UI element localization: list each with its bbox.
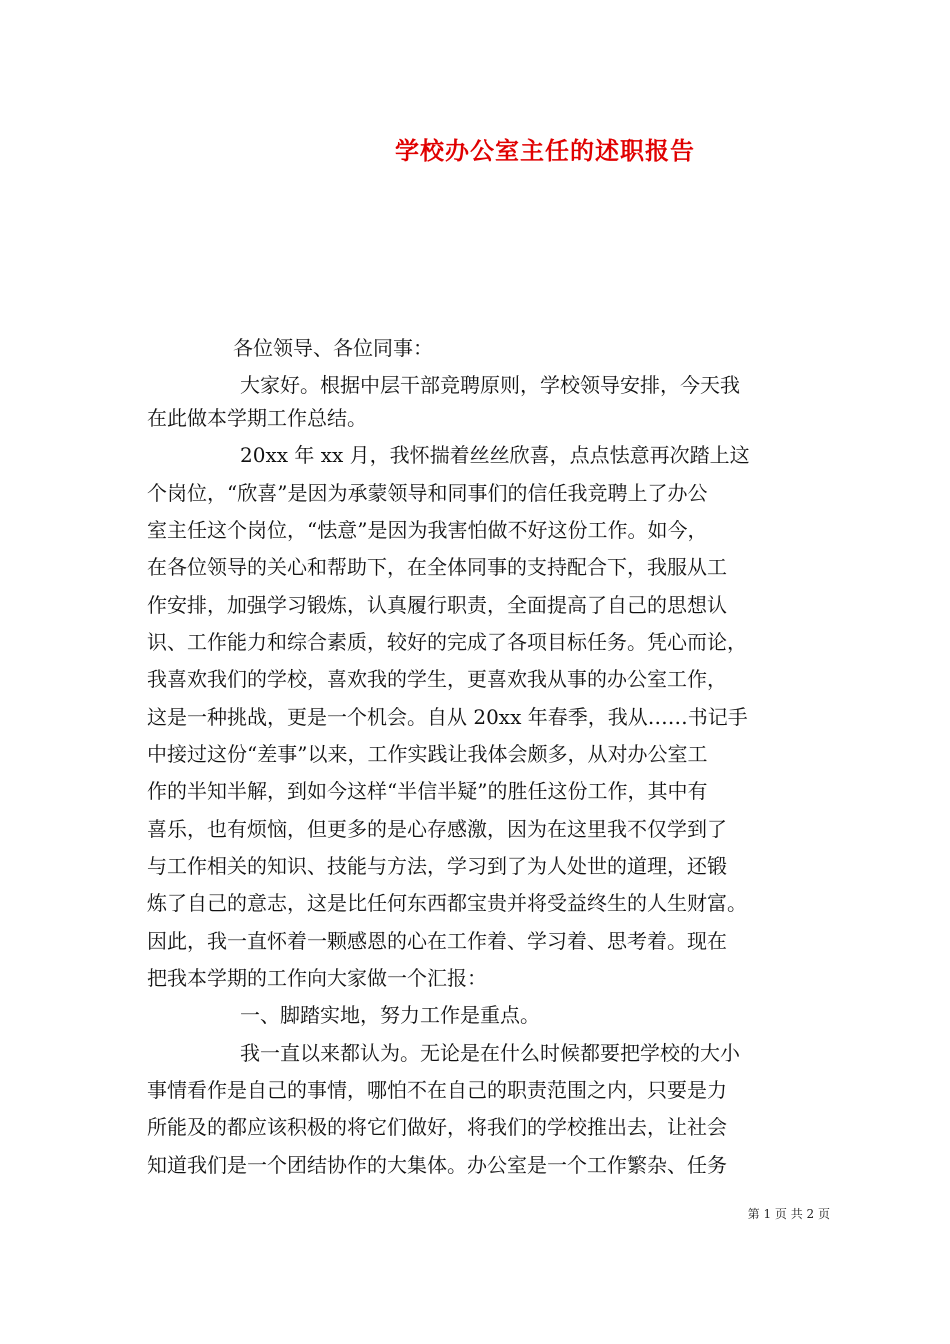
paragraph-line: 我一直以来都认为。无论是在什么时候都要把学校的大小 xyxy=(240,1041,740,1065)
paragraph-line: 我喜欢我们的学校，喜欢我的学生，更喜欢我从事的办公室工作， xyxy=(147,667,727,691)
section-heading: 一、脚踏实地，努力工作是重点。 xyxy=(240,1003,540,1027)
paragraph-line: 在此做本学期工作总结。 xyxy=(147,406,367,430)
paragraph-line: 20xx 年 xx 月，我怀揣着丝丝欣喜，点点怯意再次踏上这 xyxy=(240,443,750,467)
paragraph-line: 室主任这个岗位，“怯意”是因为我害怕做不好这份工作。如今， xyxy=(147,518,708,542)
paragraph-line: 喜乐，也有烦恼，但更多的是心存感激，因为在这里我不仅学到了 xyxy=(147,817,727,841)
paragraph-line: 与工作相关的知识、技能与方法，学习到了为人处世的道理，还锻 xyxy=(147,854,727,878)
paragraph-line: 这是一种挑战，更是一个机会。自从 20xx 年春季，我从……书记手 xyxy=(147,705,748,729)
paragraph-line: 作的半知半解，到如今这样“半信半疑”的胜任这份工作，其中有 xyxy=(147,779,708,803)
paragraph-line: 识、工作能力和综合素质，较好的完成了各项目标任务。凭心而论， xyxy=(147,630,747,654)
paragraph-line: 把我本学期的工作向大家做一个汇报： xyxy=(147,966,487,990)
paragraph-line: 事情看作是自己的事情，哪怕不在自己的职责范围之内，只要是力 xyxy=(147,1078,727,1102)
paragraph-line: 在各位领导的关心和帮助下，在全体同事的支持配合下，我服从工 xyxy=(147,555,727,579)
document-title: 学校办公室主任的述职报告 xyxy=(395,136,695,165)
paragraph-line: 个岗位，“欣喜”是因为承蒙领导和同事们的信任我竞聘上了办公 xyxy=(147,481,708,505)
page-number-footer: 第 1 页 共 2 页 xyxy=(747,1207,830,1221)
paragraph-line: 因此，我一直怀着一颗感恩的心在工作着、学习着、思考着。现在 xyxy=(147,929,727,953)
paragraph-line: 作安排，加强学习锻炼，认真履行职责，全面提高了自己的思想认 xyxy=(147,593,727,617)
paragraph-line: 知道我们是一个团结协作的大集体。办公室是一个工作繁杂、任务 xyxy=(147,1153,727,1177)
paragraph-line: 大家好。根据中层干部竞聘原则，学校领导安排，今天我 xyxy=(240,373,740,397)
paragraph-line: 所能及的都应该积极的将它们做好，将我们的学校推出去，让社会 xyxy=(147,1115,727,1139)
greeting: 各位领导、各位同事： xyxy=(233,336,433,360)
paragraph-line: 中接过这份“差事”以来，工作实践让我体会颇多，从对办公室工 xyxy=(147,742,708,766)
paragraph-line: 炼了自己的意志，这是比任何东西都宝贵并将受益终生的人生财富。 xyxy=(147,891,747,915)
